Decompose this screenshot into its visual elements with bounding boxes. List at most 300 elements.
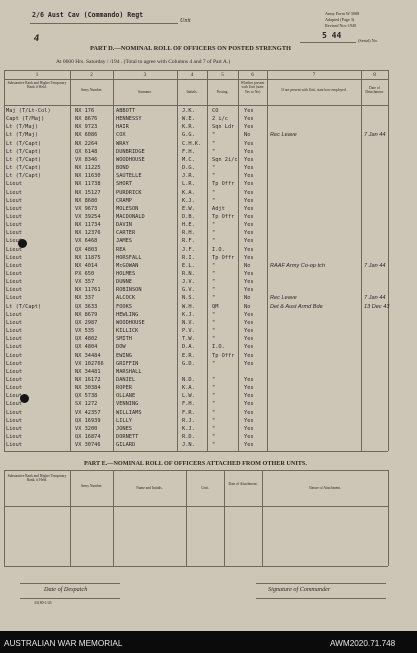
col-number-6: 6 bbox=[251, 72, 254, 78]
surname-cell: REA bbox=[116, 246, 126, 253]
rank-cell: Lieut bbox=[6, 360, 22, 367]
present-cell: Yes bbox=[244, 205, 254, 212]
col-head-employment: If not present with Unit, state how employed. bbox=[281, 88, 347, 92]
posting-cell: CO bbox=[212, 108, 219, 114]
present-cell: Yes bbox=[244, 108, 254, 114]
posting-cell: 2 i/c bbox=[212, 116, 228, 123]
surname-cell: COX bbox=[116, 132, 126, 139]
surname-cell: SHORT bbox=[116, 181, 132, 188]
rank-cell: Lieut bbox=[6, 222, 22, 229]
army-number-cell: VX 9673 bbox=[75, 205, 98, 212]
initials-cell: L.W. bbox=[182, 393, 195, 400]
initials-cell: K.A. bbox=[182, 189, 195, 196]
army-number-cell: NX 11734 bbox=[75, 222, 101, 229]
army-number-cell: VX 6468 bbox=[75, 238, 98, 245]
present-cell: Yes bbox=[244, 319, 254, 326]
rank-cell: Lieut bbox=[6, 262, 22, 269]
rank-cell: Lieut bbox=[6, 385, 22, 392]
posting-cell: " bbox=[212, 262, 216, 269]
table-top bbox=[4, 70, 388, 71]
surname-cell: SAUTELLE bbox=[116, 173, 142, 180]
present-cell: Yes bbox=[244, 425, 254, 432]
surname-cell: SMITH bbox=[116, 336, 132, 343]
table-number-rule bbox=[4, 79, 388, 80]
initials-cell: N.V. bbox=[182, 319, 195, 326]
surname-cell: MACDONALD bbox=[116, 213, 145, 220]
posting-cell: " bbox=[212, 311, 216, 318]
col-head-army-number: Army Number. bbox=[80, 88, 103, 92]
employment-cell: Rec Leave bbox=[270, 132, 297, 139]
initials-cell: E.W. bbox=[182, 205, 195, 212]
surname-cell: VENNING bbox=[116, 401, 139, 408]
army-number-cell: VX 357 bbox=[75, 279, 95, 286]
army-number-cell: QX 2987 bbox=[75, 319, 98, 326]
present-cell: Yes bbox=[244, 140, 254, 147]
table-bottom bbox=[4, 451, 388, 452]
posting-cell: Tp Offr bbox=[212, 254, 235, 261]
posting-cell: " bbox=[212, 140, 216, 147]
form-adapted: Adapted (Page 3) bbox=[325, 17, 355, 22]
initials-cell: R.N. bbox=[182, 271, 195, 277]
posting-cell: " bbox=[212, 165, 216, 172]
initials-cell: H.E. bbox=[182, 222, 195, 229]
present-cell: Yes bbox=[244, 352, 254, 359]
army-number-cell: QX 16874 bbox=[75, 434, 101, 440]
col-head-detachment: Date of Detachment. bbox=[365, 86, 384, 95]
army-number-cell: QX 4802 bbox=[75, 336, 98, 343]
surname-cell: GRIFFIN bbox=[116, 360, 139, 367]
posting-cell: " bbox=[212, 401, 216, 408]
army-number-cell: NX 34481 bbox=[75, 368, 101, 375]
surname-cell: WRAY bbox=[116, 140, 129, 147]
detachment-cell: 7 Jan 44 bbox=[364, 132, 386, 139]
serial-underline bbox=[300, 42, 356, 43]
present-cell: Yes bbox=[244, 116, 254, 123]
surname-cell: ABBOTT bbox=[116, 108, 136, 114]
initials-cell: R.F. bbox=[182, 238, 195, 245]
surname-cell: JONES bbox=[116, 425, 132, 432]
army-number-cell: NX 11761 bbox=[75, 287, 101, 294]
army-number-cell: PX 650 bbox=[75, 271, 95, 277]
army-number-cell: NX 11225 bbox=[75, 165, 101, 172]
part-e-rule-2 bbox=[113, 470, 114, 566]
initials-cell: R.J. bbox=[182, 417, 195, 424]
e-col-rank: Substantive Rank and Higher Temporary Rank, if Held. bbox=[7, 474, 67, 483]
army-number-cell: QX 3633 bbox=[75, 303, 98, 310]
archive-name: AUSTRALIAN WAR MEMORIAL bbox=[4, 639, 123, 648]
posting-cell: " bbox=[212, 173, 216, 180]
rank-cell: Lieut bbox=[6, 295, 22, 302]
e-col-date: Date of Attachment. bbox=[228, 482, 258, 486]
col-head-surname: Surname. bbox=[138, 90, 152, 94]
present-cell: Yes bbox=[244, 271, 254, 277]
part-e-rule-0 bbox=[4, 470, 5, 566]
commander-label: Signature of Commander bbox=[268, 586, 331, 593]
army-number-cell: VX 3200 bbox=[75, 425, 98, 432]
surname-cell: HEWLING bbox=[116, 311, 139, 318]
army-number-cell: VX 8346 bbox=[75, 156, 98, 163]
posting-cell: Tp Offr bbox=[212, 213, 235, 220]
army-number-cell: NX 176 bbox=[75, 108, 95, 114]
e-col-army-number: Army Number. bbox=[80, 484, 103, 488]
detachment-cell: 13 Dec 43 bbox=[364, 303, 390, 310]
army-number-cell: NX 15127 bbox=[75, 189, 101, 196]
serial-label: (Serial) No. bbox=[358, 38, 378, 43]
initials-cell: D.A. bbox=[182, 344, 195, 351]
initials-cell: F.H. bbox=[182, 401, 195, 408]
army-number-cell: VX 42357 bbox=[75, 409, 101, 416]
col-number-1: 1 bbox=[35, 72, 39, 78]
present-cell: Yes bbox=[244, 376, 254, 383]
initials-cell: F.H. bbox=[182, 148, 195, 155]
part-d-date-line: At 0600 Hrs. Saturday / /194 . (Total to agree with Columns 4 and 7 of Part A.) bbox=[56, 59, 231, 65]
army-number-cell: NX 34484 bbox=[75, 352, 101, 359]
army-number-cell: NX 11738 bbox=[75, 181, 101, 188]
detachment-cell: 7 Jan 44 bbox=[364, 295, 386, 302]
initials-cell: E.L. bbox=[182, 262, 195, 269]
army-number-cell: NX 12376 bbox=[75, 230, 101, 237]
rank-cell: Lieut bbox=[6, 336, 22, 343]
part-d-title: PART D.—NOMINAL ROLL OF OFFICERS ON POSTED STRENGTH bbox=[90, 45, 291, 52]
posting-cell: " bbox=[212, 287, 216, 294]
surname-cell: CARTER bbox=[116, 230, 136, 237]
surname-cell: ALCOCK bbox=[116, 295, 136, 302]
posting-cell: " bbox=[212, 336, 216, 343]
officer-row bbox=[0, 441, 417, 450]
col-number-2: 2 bbox=[90, 72, 93, 78]
posting-cell: " bbox=[212, 197, 216, 204]
army-number-cell: NX 8680 bbox=[75, 197, 98, 204]
present-cell: Yes bbox=[244, 197, 254, 204]
posting-cell: " bbox=[212, 295, 216, 302]
posting-cell: " bbox=[212, 148, 216, 155]
surname-cell: McGOWAN bbox=[116, 262, 139, 269]
e-col-unit: Unit. bbox=[201, 486, 209, 490]
part-e-rule-5 bbox=[262, 470, 263, 566]
present-cell: Yes bbox=[244, 246, 254, 253]
initials-cell: K.J. bbox=[182, 311, 195, 318]
initials-cell: G.G. bbox=[182, 132, 195, 139]
army-number-cell: QX 6148 bbox=[75, 148, 98, 155]
surname-cell: DORNETT bbox=[116, 434, 139, 440]
surname-cell: BOND bbox=[116, 165, 129, 172]
present-cell: No bbox=[244, 295, 251, 302]
serial-value: 5 44 bbox=[322, 31, 342, 40]
initials-cell: W.H. bbox=[182, 303, 195, 310]
present-cell: Yes bbox=[244, 189, 254, 196]
unit-name: 2/6 Aust Cav (Commando) Regt bbox=[32, 11, 144, 19]
initials-cell: R.I. bbox=[182, 254, 195, 261]
army-number-cell: NX 11875 bbox=[75, 254, 101, 261]
army-number-cell: NX 8676 bbox=[75, 116, 98, 123]
rank-cell: Lt (T/Maj) bbox=[6, 124, 38, 131]
commander-line bbox=[256, 583, 386, 584]
initials-cell: D.G. bbox=[182, 165, 195, 172]
army-number-cell: NX 2264 bbox=[75, 140, 98, 147]
rank-cell: Lieut bbox=[6, 279, 22, 286]
surname-cell: ROPER bbox=[116, 385, 132, 392]
present-cell: Yes bbox=[244, 287, 254, 294]
army-number-cell: QX 4803 bbox=[75, 246, 98, 253]
e-col-nature: Nature of Attachment. bbox=[308, 486, 342, 490]
posting-cell: " bbox=[212, 132, 216, 139]
initials-cell: E.R. bbox=[182, 352, 195, 359]
rank-cell: Lt (T/Capt) bbox=[6, 173, 42, 180]
initials-cell: J.F. bbox=[182, 246, 195, 253]
present-cell: Yes bbox=[244, 156, 254, 163]
rank-cell: Lieut bbox=[6, 319, 22, 326]
col-number-5: 5 bbox=[221, 72, 224, 78]
initials-cell: W.E. bbox=[182, 116, 195, 123]
rank-cell: Lieut bbox=[6, 393, 22, 400]
army-number-cell: SX 1272 bbox=[75, 401, 98, 408]
present-cell: Yes bbox=[244, 279, 254, 286]
rank-cell: Lieut bbox=[6, 376, 22, 383]
surname-cell: PURDRICK bbox=[116, 189, 142, 196]
part-e-bottom bbox=[4, 566, 388, 567]
initials-cell: D.B. bbox=[182, 213, 195, 220]
posting-cell: Sqn Ldr bbox=[212, 124, 235, 131]
employment-cell: Rec Leave bbox=[270, 295, 297, 302]
col-number-4: 4 bbox=[190, 72, 194, 78]
posting-cell: " bbox=[212, 222, 216, 229]
rank-cell: Lt (T/Maj) bbox=[6, 132, 38, 139]
army-number-cell: NX 16172 bbox=[75, 376, 101, 383]
part-e-rule-1 bbox=[70, 470, 71, 566]
surname-cell: MOLESON bbox=[116, 205, 139, 212]
initials-cell: N.S. bbox=[182, 295, 195, 302]
posting-cell: " bbox=[212, 279, 216, 286]
army-number-cell: NX 6086 bbox=[75, 132, 98, 139]
part-e-rule-3 bbox=[186, 470, 187, 566]
initials-cell: K.J. bbox=[182, 197, 195, 204]
posting-cell: " bbox=[212, 271, 216, 277]
archive-caption-bar bbox=[0, 631, 417, 653]
unit-underline bbox=[30, 23, 178, 24]
part-e-title: PART E.—NOMINAL ROLL OF OFFICERS ATTACHED FROM OTHER UNITS. bbox=[84, 460, 307, 467]
present-cell: Yes bbox=[244, 124, 254, 131]
rank-cell: Lieut bbox=[6, 181, 22, 188]
initials-cell: F.R. bbox=[182, 409, 195, 416]
surname-cell: OLLANE bbox=[116, 393, 136, 400]
posting-cell: " bbox=[212, 409, 216, 416]
posting-cell: " bbox=[212, 425, 216, 432]
present-cell: Yes bbox=[244, 401, 254, 408]
initials-cell: P.V. bbox=[182, 328, 195, 335]
col-number-7: 7 bbox=[312, 72, 316, 78]
present-cell: Yes bbox=[244, 442, 254, 449]
initials-cell: J.N. bbox=[182, 442, 195, 449]
army-number-cell: QX 5738 bbox=[75, 393, 98, 400]
surname-cell: HENNESSY bbox=[116, 116, 142, 123]
employment-cell: RAAF Army Co-op tch bbox=[270, 262, 326, 269]
surname-cell: ROBINSON bbox=[116, 287, 142, 294]
initials-cell: C.H.K. bbox=[182, 140, 202, 147]
rank-cell: Lieut bbox=[6, 197, 22, 204]
rank-cell: Lieut bbox=[6, 409, 22, 416]
present-cell: Yes bbox=[244, 328, 254, 335]
surname-cell: HAIR bbox=[116, 124, 129, 131]
present-cell: Yes bbox=[244, 181, 254, 188]
surname-cell: DOW bbox=[116, 344, 126, 351]
army-number-cell: QX 4804 bbox=[75, 344, 98, 351]
present-cell: No bbox=[244, 262, 251, 269]
present-cell: Yes bbox=[244, 173, 254, 180]
col-head-rank: Substantive Rank and Higher Temporary Rank if Held. bbox=[7, 81, 67, 90]
initials-cell: T.W. bbox=[182, 336, 195, 343]
initials-cell: L.R. bbox=[182, 181, 195, 188]
present-cell: Yes bbox=[244, 336, 254, 343]
archive-reference: AWM2020.71.748 bbox=[330, 639, 396, 648]
rank-cell: Lieut bbox=[6, 311, 22, 318]
e-col-name: Name and Initials. bbox=[136, 486, 163, 490]
posting-cell: " bbox=[212, 230, 216, 237]
present-cell: Yes bbox=[244, 385, 254, 392]
present-cell: Yes bbox=[244, 254, 254, 261]
present-cell: No bbox=[244, 132, 251, 139]
initials-cell: G.D. bbox=[182, 360, 195, 367]
initials-cell: N.D. bbox=[182, 376, 195, 383]
army-number-cell: VX 30746 bbox=[75, 442, 101, 449]
posting-cell: Tp Offr bbox=[212, 181, 235, 188]
initials-cell: R.D. bbox=[182, 434, 195, 440]
surname-cell: GILARD bbox=[116, 442, 136, 449]
army-number-cell: NX 8679 bbox=[75, 311, 98, 318]
unit-label: Unit bbox=[180, 18, 191, 24]
rank-cell: Lieut bbox=[6, 434, 22, 440]
army-number-cell: NX 11630 bbox=[75, 173, 101, 180]
surname-cell: WILLIAMS bbox=[116, 409, 142, 416]
posting-cell: I.O. bbox=[212, 344, 225, 351]
present-cell: Yes bbox=[244, 409, 254, 416]
posting-cell: I.O. bbox=[212, 246, 225, 253]
surname-cell: WOODHOUSE bbox=[116, 319, 145, 326]
rank-cell: Lieut bbox=[6, 271, 22, 277]
rank-cell: Maj (T/Lt-Col) bbox=[6, 108, 51, 114]
present-cell: Yes bbox=[244, 344, 254, 351]
posting-cell: " bbox=[212, 376, 216, 383]
surname-cell: KILLICK bbox=[116, 328, 139, 335]
col-number-8: 8 bbox=[373, 72, 376, 78]
part-e-top bbox=[4, 470, 388, 471]
rank-cell: Lieut bbox=[6, 401, 22, 408]
present-cell: Yes bbox=[244, 434, 254, 440]
surname-cell: WOODHOUSE bbox=[116, 156, 145, 163]
rank-cell: Lt (T/Capt) bbox=[6, 148, 42, 155]
col-head-initials: Initials. bbox=[186, 90, 198, 94]
posting-cell: Adjt bbox=[212, 205, 225, 212]
present-cell: Yes bbox=[244, 165, 254, 172]
rank-cell: Lieut bbox=[6, 238, 22, 245]
posting-cell: " bbox=[212, 434, 216, 440]
initials-cell: M.C. bbox=[182, 156, 195, 163]
present-cell: Yes bbox=[244, 238, 254, 245]
handwritten-mark: 4 bbox=[34, 33, 40, 43]
detachment-cell: 7 Jan 44 bbox=[364, 262, 386, 269]
present-cell: Yes bbox=[244, 213, 254, 220]
form-revised: Revised Nov 1940 bbox=[325, 23, 357, 28]
initials-cell: J.R. bbox=[182, 173, 195, 180]
col-head-present: Whether present with Unit (state Yes or No) bbox=[240, 81, 265, 94]
army-number-cell: QX 16939 bbox=[75, 417, 101, 424]
initials-cell: R.H. bbox=[182, 230, 195, 237]
initials-cell: J.K. bbox=[182, 108, 195, 114]
form-number: Army Form W 3008 bbox=[325, 11, 360, 16]
despatch-line-2 bbox=[20, 598, 120, 599]
army-number-cell: NX 9723 bbox=[75, 124, 98, 131]
rank-cell: Capt (T/Maj) bbox=[6, 116, 45, 123]
rank-cell: Lieut bbox=[6, 230, 22, 237]
present-cell: Yes bbox=[244, 148, 254, 155]
rank-cell: Lieut bbox=[6, 368, 22, 375]
rank-cell: Lieut bbox=[6, 246, 22, 253]
part-e-header-bottom bbox=[4, 506, 388, 507]
army-number-cell: VX 39254 bbox=[75, 213, 101, 220]
posting-cell: " bbox=[212, 417, 216, 424]
despatch-label: Date of Despatch bbox=[44, 586, 88, 593]
rank-cell: Lieut bbox=[6, 442, 22, 449]
surname-cell: CRAMP bbox=[116, 197, 132, 204]
present-cell: Yes bbox=[244, 393, 254, 400]
posting-cell: " bbox=[212, 385, 216, 392]
posting-cell: " bbox=[212, 189, 216, 196]
posting-cell: " bbox=[212, 319, 216, 326]
rank-cell: Lt (T/Capt) bbox=[6, 165, 42, 172]
col-number-3: 3 bbox=[143, 72, 147, 78]
rank-cell: Lieut bbox=[6, 189, 22, 196]
despatch-line bbox=[20, 583, 120, 584]
initials-cell: K.A. bbox=[182, 385, 195, 392]
rank-cell: Lieut bbox=[6, 352, 22, 359]
posting-cell: " bbox=[212, 360, 216, 367]
surname-cell: HOLMES bbox=[116, 271, 136, 277]
surname-cell: FOOKS bbox=[116, 303, 132, 310]
rank-cell: Lieut bbox=[6, 425, 22, 432]
posting-cell: Tp Offr bbox=[212, 352, 235, 359]
surname-cell: LILLY bbox=[116, 417, 132, 424]
surname-cell: JAMES bbox=[116, 238, 132, 245]
posting-cell: QM bbox=[212, 303, 219, 310]
initials-cell: K.R. bbox=[182, 124, 195, 131]
part-e-rule-6 bbox=[388, 470, 389, 566]
col-head-posting: Posting. bbox=[216, 90, 229, 94]
print-code: 33180-1/43 bbox=[34, 601, 52, 605]
army-number-cell: NX 337 bbox=[75, 295, 95, 302]
surname-cell: DUNBRIDGE bbox=[116, 148, 145, 155]
rank-cell: Lt (T/Capt) bbox=[6, 156, 42, 163]
table-header-bottom bbox=[4, 105, 388, 106]
army-number-cell: NX 4014 bbox=[75, 262, 98, 269]
commander-line-2 bbox=[256, 598, 386, 599]
posting-cell: " bbox=[212, 238, 216, 245]
surname-cell: DAVIN bbox=[116, 222, 132, 229]
rank-cell: Lt (T/Capt) bbox=[6, 140, 42, 147]
present-cell: Yes bbox=[244, 360, 254, 367]
present-cell: Yes bbox=[244, 222, 254, 229]
rank-cell: Lieut bbox=[6, 287, 22, 294]
rank-cell: Lieut bbox=[6, 344, 22, 351]
army-number-cell: NX 30384 bbox=[75, 385, 101, 392]
surname-cell: DANIEL bbox=[116, 376, 136, 383]
surname-cell: DUNNE bbox=[116, 279, 132, 286]
present-cell: Yes bbox=[244, 311, 254, 318]
initials-cell: G.V. bbox=[182, 287, 195, 294]
present-cell: No bbox=[244, 303, 251, 310]
rank-cell: Lt (T/Capt) bbox=[6, 303, 42, 310]
rank-cell: Lieut bbox=[6, 328, 22, 335]
posting-cell: " bbox=[212, 328, 216, 335]
initials-cell: K.J. bbox=[182, 425, 195, 432]
